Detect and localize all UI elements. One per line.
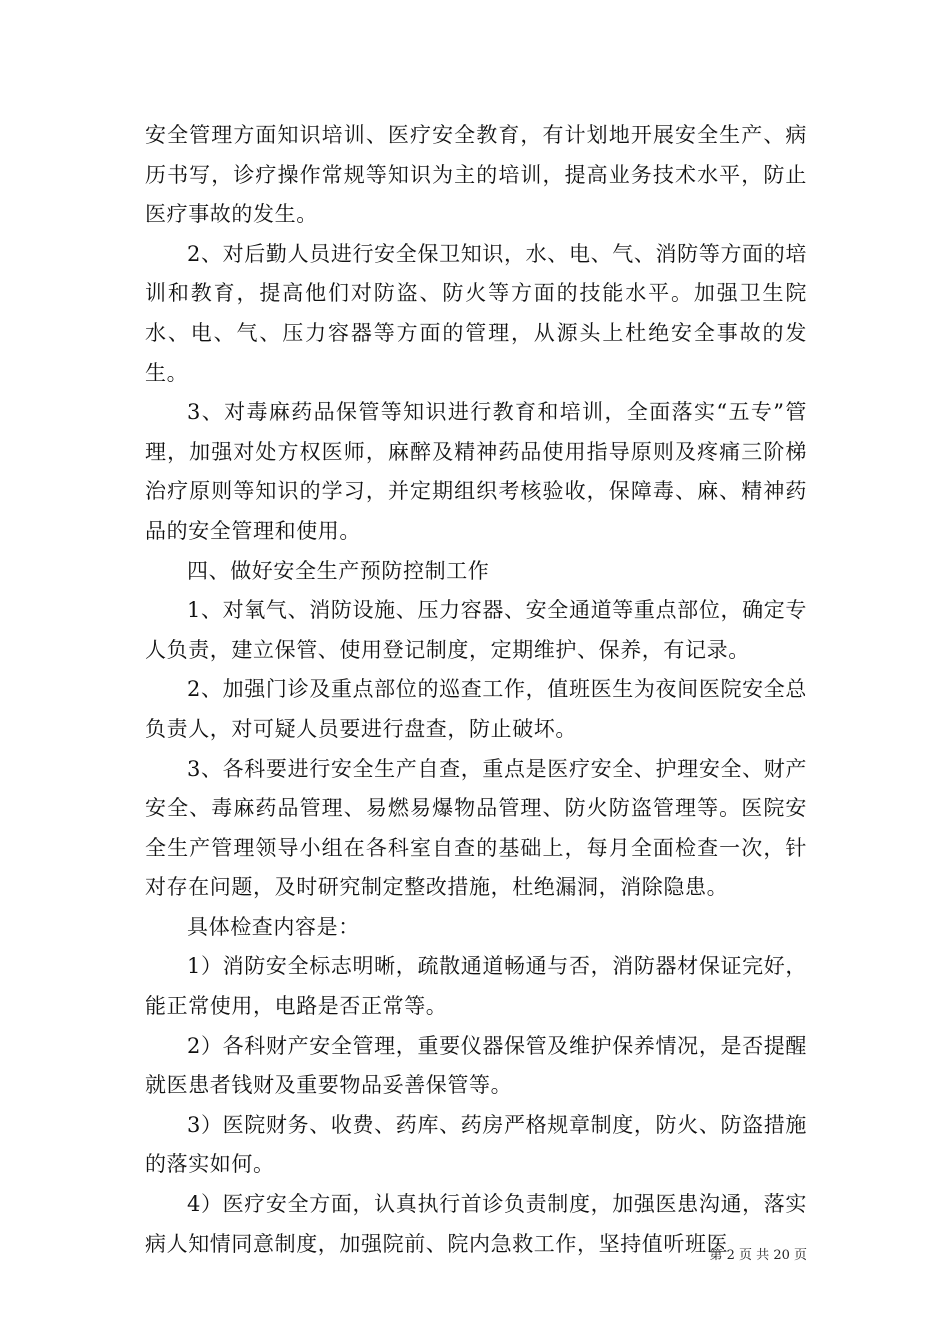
- paragraph-8: 具体检查内容是：: [187, 914, 360, 939]
- paragraph-12: 4）医疗安全方面，认真执行首诊负责制度，加强医患沟通，落实病人知情同意制度，加强院前、院内急救工作，坚持值听班医: [145, 1192, 807, 1256]
- paragraph-11: 3）医院财务、收费、药库、药房严格规章制度，防火、防盗措施的落实如何。: [145, 1112, 807, 1177]
- paragraph-5: 1、对氧气、消防设施、压力容器、安全通道等重点部位，确定专人负责，建立保管、使用登记制度，定期维护、保养，有记录。: [145, 598, 807, 662]
- paragraph-6: 2、加强门诊及重点部位的巡查工作，值班医生为夜间医院安全总负责人，对可疑人员要进行盘查，防止破坏。: [145, 677, 807, 741]
- paragraph-10: 2）各科财产安全管理，重要仪器保管及维护保养情况，是否提醒就医患者钱财及重要物品妥善保管等。: [145, 1033, 807, 1098]
- section-heading: 四、做好安全生产预防控制工作: [187, 558, 490, 583]
- paragraph-1: 安全管理方面知识培训、医疗安全教育，有计划地开展安全生产、病历书写，诊疗操作常规等知识为主的培训，提高业务技术水平，防止医疗事故的发生。: [145, 123, 807, 227]
- paragraph-2: 2、对后勤人员进行安全保卫知识，水、电、气、消防等方面的培训和教育，提高他们对防盗、防火等方面的技能水平。加强卫生院水、电、气、压力容器等方面的管理，从源头上杜绝安全事故的发生。: [145, 241, 807, 385]
- page-number: 第 2 页 共 20 页: [709, 1248, 807, 1263]
- paragraph-3: 3、对毒麻药品保管等知识进行教育和培训，全面落实“五专”管理，加强对处方权医师，麻醉及精神药品使用指导原则及疼痛三阶梯治疗原则等知识的学习，并定期组织考核验收，保障毒、麻、精神药品的安全管理和使用。: [145, 400, 807, 543]
- document-body: [145, 116, 807, 1264]
- paragraph-7: 3、各科要进行安全生产自查，重点是医疗安全、护理安全、财产安全、毒麻药品管理、易燃易爆物品管理、防火防盗管理等。医院安全生产管理领导小组在各科室自查的基础上，每月全面检查一次，针对存在问题，及时研究制定整改措施，杜绝漏洞，消除隐患。: [145, 756, 807, 900]
- paragraph-9: 1）消防安全标志明晰，疏散通道畅通与否，消防器材保证完好，能正常使用，电路是否正常等。: [145, 954, 807, 1019]
